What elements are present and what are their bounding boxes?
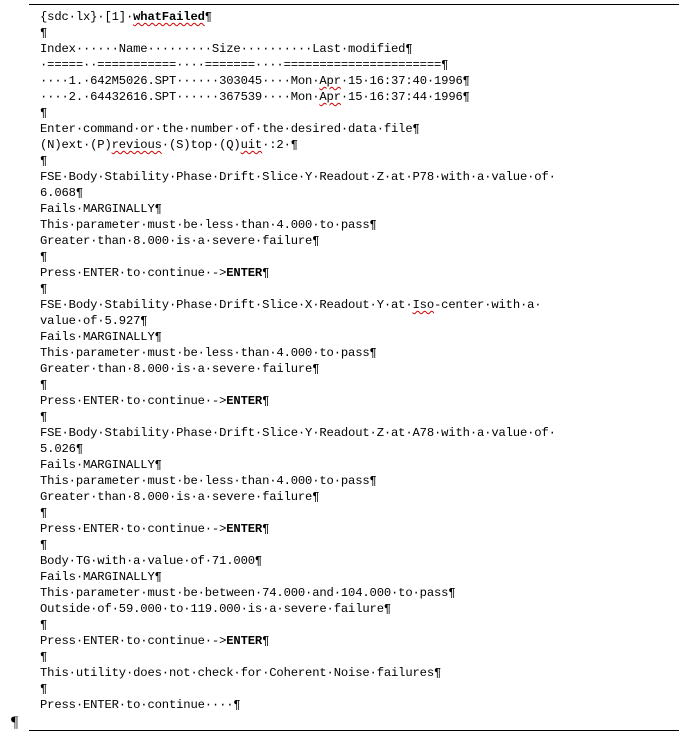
text-line bbox=[40, 345, 676, 361]
line-text: This·parameter·must·be·less·than·4.000·to·pass¶ bbox=[40, 218, 377, 232]
line-text: ·15·16:37:44·1996¶ bbox=[340, 90, 470, 104]
text-line bbox=[40, 553, 676, 569]
line-text: ¶ bbox=[262, 634, 270, 648]
text-line bbox=[40, 201, 676, 217]
text-line bbox=[40, 25, 676, 41]
text-line bbox=[40, 457, 676, 473]
text-line bbox=[40, 569, 676, 585]
line-text: ¶ bbox=[40, 538, 48, 552]
line-text: Fails·MARGINALLY¶ bbox=[40, 458, 162, 472]
line-text: Press·ENTER·to·continue·-> bbox=[40, 522, 227, 536]
line-text: ¶ bbox=[40, 250, 48, 264]
text-line bbox=[40, 377, 676, 393]
text-line bbox=[40, 393, 676, 409]
text-line bbox=[40, 537, 676, 553]
line-text: 5.026¶ bbox=[40, 442, 83, 456]
line-text: ¶ bbox=[204, 10, 212, 24]
text-line bbox=[40, 361, 676, 377]
text-line bbox=[40, 297, 676, 313]
line-text: FSE·Body·Stability·Phase·Drift·Slice·Y·Readout·Z·at·A78·with·a·value·of· bbox=[40, 426, 556, 440]
paragraph-mark: ¶ bbox=[11, 714, 19, 731]
line-text: ¶ bbox=[40, 106, 48, 120]
bold-text: ENTER bbox=[226, 634, 263, 648]
line-text: ·(S)top·(Q) bbox=[161, 138, 241, 152]
text-line bbox=[40, 633, 676, 649]
line-text: 6.068¶ bbox=[40, 186, 83, 200]
text-line bbox=[40, 281, 676, 297]
text-line bbox=[40, 137, 676, 153]
line-text: {sdc·lx}·[1]· bbox=[40, 10, 134, 24]
text-line bbox=[40, 169, 676, 185]
text-line bbox=[40, 185, 676, 201]
bold-text: ENTER bbox=[226, 266, 263, 280]
line-text: This·parameter·must·be·between·74.000·and·104.000·to·pass¶ bbox=[40, 586, 456, 600]
text-line bbox=[40, 585, 676, 601]
line-text: ¶ bbox=[40, 682, 48, 696]
text-line bbox=[40, 697, 676, 713]
line-text: value·of·5.927¶ bbox=[40, 314, 148, 328]
line-text: ·:2·¶ bbox=[262, 138, 298, 152]
line-text: ····2.·64432616.SPT······367539····Mon· bbox=[40, 90, 320, 104]
text-line bbox=[40, 9, 676, 25]
line-text: FSE·Body·Stability·Phase·Drift·Slice·X·Readout·Y·at· bbox=[40, 298, 413, 312]
text-line bbox=[40, 73, 676, 89]
line-text: Press·ENTER·to·continue·-> bbox=[40, 394, 227, 408]
text-line bbox=[40, 153, 676, 169]
line-text: This·utility·does·not·check·for·Coherent·Noise·failures¶ bbox=[40, 666, 442, 680]
line-text: Iso bbox=[412, 298, 435, 312]
line-text: ¶ bbox=[40, 26, 48, 40]
line-text: ····1.·642M5026.SPT······303045····Mon· bbox=[40, 74, 320, 88]
line-text: Greater·than·8.000·is·a·severe·failure¶ bbox=[40, 362, 320, 376]
text-line bbox=[40, 121, 676, 137]
line-text: Fails·MARGINALLY¶ bbox=[40, 330, 162, 344]
text-line bbox=[40, 617, 676, 633]
text-line bbox=[40, 601, 676, 617]
text-line bbox=[40, 105, 676, 121]
text-line bbox=[40, 409, 676, 425]
text-line bbox=[40, 249, 676, 265]
line-text: This·parameter·must·be·less·than·4.000·to·pass¶ bbox=[40, 474, 377, 488]
text-line bbox=[40, 313, 676, 329]
line-text: ¶ bbox=[40, 650, 48, 664]
text-line bbox=[40, 89, 676, 105]
line-text: Outside·of·59.000·to·119.000·is·a·severe·failure¶ bbox=[40, 602, 392, 616]
text-line bbox=[40, 649, 676, 665]
line-text: ¶ bbox=[262, 522, 270, 536]
text-line bbox=[40, 681, 676, 697]
text-line bbox=[40, 425, 676, 441]
line-text: Fails·MARGINALLY¶ bbox=[40, 570, 162, 584]
line-text: -center·with·a· bbox=[434, 298, 542, 312]
line-text: Apr bbox=[319, 74, 341, 88]
document-body[interactable] bbox=[40, 9, 676, 713]
line-text: ·15·16:37:40·1996¶ bbox=[340, 74, 470, 88]
text-line bbox=[40, 217, 676, 233]
line-text: ¶ bbox=[40, 282, 48, 296]
text-line bbox=[40, 665, 676, 681]
line-text: Press·ENTER·to·continue·-> bbox=[40, 266, 227, 280]
text-line bbox=[40, 441, 676, 457]
line-text: Enter·command·or·the·number·of·the·desired·data·file¶ bbox=[40, 122, 420, 136]
line-text: ¶ bbox=[40, 154, 48, 168]
bold-text: whatFailed bbox=[133, 10, 205, 24]
text-line bbox=[40, 233, 676, 249]
line-text: Fails·MARGINALLY¶ bbox=[40, 202, 162, 216]
text-line bbox=[40, 57, 676, 73]
text-line bbox=[40, 473, 676, 489]
line-text: ¶ bbox=[262, 394, 270, 408]
line-text: Press·ENTER·to·continue····¶ bbox=[40, 698, 241, 712]
line-text: uit bbox=[240, 138, 263, 152]
line-text: FSE·Body·Stability·Phase·Drift·Slice·Y·Readout·Z·at·P78·with·a·value·of· bbox=[40, 170, 556, 184]
line-text: revious bbox=[111, 138, 162, 152]
bold-text: ENTER bbox=[226, 394, 263, 408]
text-line bbox=[40, 521, 676, 537]
line-text: Greater·than·8.000·is·a·severe·failure¶ bbox=[40, 490, 320, 504]
line-text: ¶ bbox=[40, 410, 48, 424]
text-line bbox=[40, 329, 676, 345]
text-line bbox=[40, 505, 676, 521]
line-text: This·parameter·must·be·less·than·4.000·to·pass¶ bbox=[40, 346, 377, 360]
line-text: ¶ bbox=[40, 618, 48, 632]
line-text: Press·ENTER·to·continue·-> bbox=[40, 634, 227, 648]
line-text: ¶ bbox=[40, 506, 48, 520]
text-line bbox=[40, 489, 676, 505]
line-text: Index······Name·········Size··········Last·modified¶ bbox=[40, 42, 413, 56]
text-line bbox=[40, 265, 676, 281]
line-text: Body·TG·with·a·value·of·71.000¶ bbox=[40, 554, 263, 568]
line-text: Apr bbox=[319, 90, 341, 104]
line-text: ¶ bbox=[262, 266, 270, 280]
line-text: Greater·than·8.000·is·a·severe·failure¶ bbox=[40, 234, 320, 248]
line-text: ¶ bbox=[40, 378, 48, 392]
text-line bbox=[40, 41, 676, 57]
line-text: (N)ext·(P) bbox=[40, 138, 112, 152]
bold-text: ENTER bbox=[226, 522, 263, 536]
line-text: ·=====··===========····=======····======================¶ bbox=[40, 58, 449, 72]
